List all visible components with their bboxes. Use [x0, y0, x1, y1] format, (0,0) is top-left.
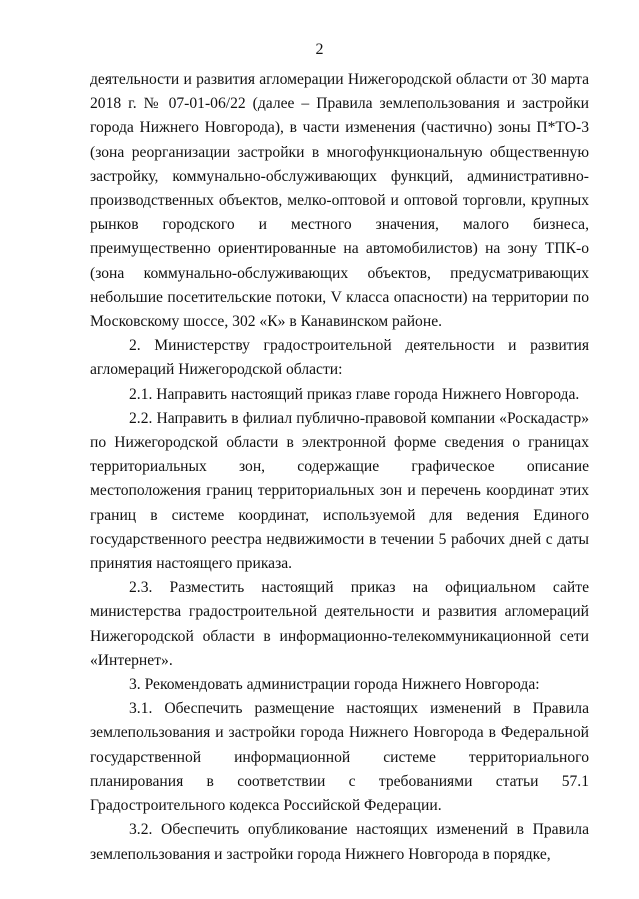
paragraph-item-3: 3. Рекомендовать администрации города Нижнего Новгорода: — [129, 676, 540, 694]
paragraph-item-2-2: 2.2. Направить в филиал публично-правовой компании «Роскадастр» по Нижегородской области в электронной форме сведения о границах территориальных зон, содержащие графическое описание местоположения границ территориальных зон и перечень координат этих границ в системе координат, используемой для ведения Единого государственного реестра недвижимости в течении 5 рабочих дней с даты принятия настоящего приказа. — [90, 409, 589, 573]
paragraph-continuation: деятельности и развития агломерации Нижегородской области от 30 марта 2018 г. № 07-01-06/22 (далее – Правила землепользования и застройки города Нижнего Новгорода), в части изменения (частично) зоны П*ТО-3 (зона реорганизации застройки в многофункциональную общественную застройку, коммунально-обслуживающих функций, административно-производственных объектов, мелко-оптовой и оптовой торговли, крупных рынков городского и местного значения, малого бизнеса, преимущественно ориентированные на автомобилистов) на зону ТПК-о (зона коммунально-обслуживающих объектов, предусматривающих небольшие посетительские потоки, V класса опасности) на территории по Московскому шоссе, 302 «К» в Канавинском районе. — [90, 71, 589, 331]
paragraph-item-2-1: 2.1. Направить настоящий приказ главе города Нижнего Новгорода. — [129, 385, 580, 403]
paragraph-item-2: 2. Министерству градостроительной деятельности и развития агломераций Нижегородской области: — [90, 337, 589, 379]
paragraph-item-2-3: 2.3. Разместить настоящий приказ на официальном сайте министерства градостроительной деятельности и развития агломераций Нижегородской области в информационно-телекоммуникационной сети «Интернет». — [90, 579, 589, 669]
page-number: 2 — [315, 41, 324, 58]
paragraph-item-3-2: 3.2. Обеспечить опубликование настоящих изменений в Правила землепользования и застройки города Нижнего Новгорода в порядке, — [90, 821, 589, 863]
document-body — [90, 68, 589, 867]
paragraph-item-3-1: 3.1. Обеспечить размещение настоящих изменений в Правила землепользования и застройки города Нижнего Новгорода в Федеральной государственной информационной системе территориального планирования в соответствии с требованиями статьи 57.1 Градостроительного кодекса Российской Федерации. — [90, 700, 589, 815]
